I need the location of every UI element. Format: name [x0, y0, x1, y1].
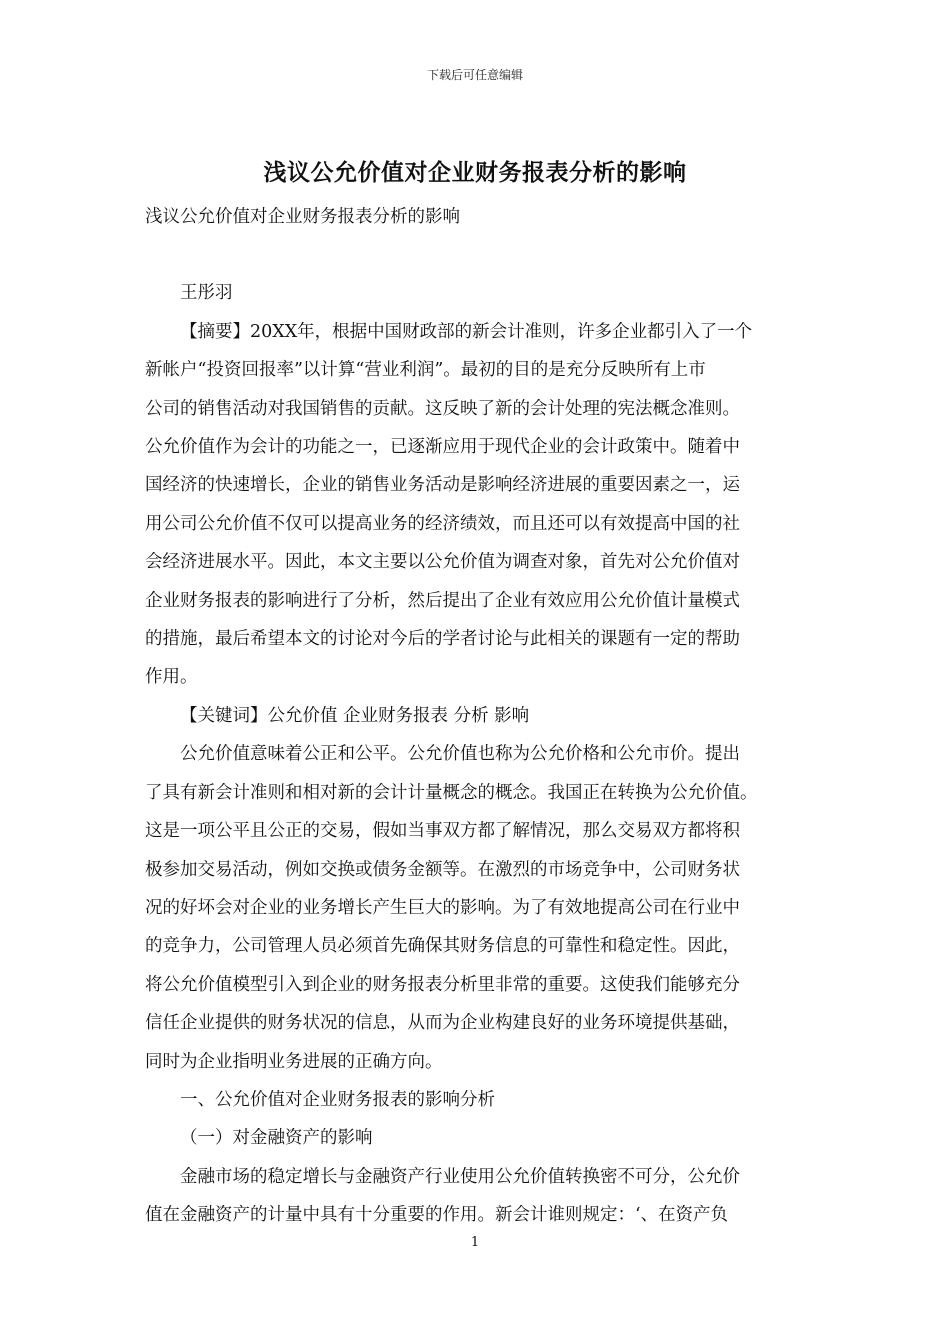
intro-line: 信任企业提供的财务状况的信息，从而为企业构建良好的业务环境提供基础， — [145, 1013, 740, 1034]
subsection-heading: （一）对金融资产的影响 — [180, 1128, 373, 1149]
blank-line — [145, 236, 805, 274]
final-line: 金融市场的稳定增长与金融资产行业使用公允价值转换密不可分，公允价 — [180, 1166, 740, 1187]
section-heading: 一、公允价值对企业财务报表的影响分析 — [180, 1089, 495, 1110]
final-line: 值在金融资产的计量中具有十分重要的作用。新会计谁则规定：‘、在资产负 — [145, 1205, 729, 1226]
author-name: 王彤羽 — [180, 283, 233, 304]
intro-line: 将公允价值模型引入到企业的财务报表分析里非常的重要。这使我们能够充分 — [145, 974, 740, 995]
page-number: 1 — [470, 1235, 480, 1250]
intro-line: 公允价值意味着公正和公平。公允价值也称为公允价格和公允市价。提出 — [180, 744, 740, 765]
keywords-line: 【关键词】公允价值 企业财务报表 分析 影响 — [180, 705, 530, 726]
abstract-paragraph — [145, 313, 805, 697]
intro-line: 了具有新会计准则和相对新的会计计量概念的概念。我国正在转换为公允价值。 — [145, 782, 758, 803]
abstract-line: 国经济的快速增长，企业的销售业务活动是影响经济进展的重要因素之一，运 — [145, 475, 740, 496]
final-paragraph — [145, 1158, 805, 1235]
abstract-line: 新帐户“投资回报率”以计算“营业利润”。最初的目的是充分反映所有上市 — [145, 360, 706, 381]
document-body — [145, 198, 805, 1235]
page-header-note: 下载后可任意编辑 — [426, 68, 523, 82]
abstract-line: 作用。 — [145, 667, 198, 688]
intro-paragraph — [145, 735, 805, 1081]
intro-line: 这是一项公平且公正的交易，假如当事双方都了解情况，那么交易双方都将积 — [145, 821, 740, 842]
abstract-line: 用公司公允价值不仅可以提高业务的经济绩效，而且还可以有效提高中国的社 — [145, 513, 740, 534]
intro-line: 的竞争力，公司管理人员必须首先确保其财务信息的可靠性和稳定性。因此， — [145, 936, 740, 957]
abstract-line: 公司的销售活动对我国销售的贡献。这反映了新的会计处理的宪法概念准则。 — [145, 398, 740, 419]
abstract-line: 的措施，最后希望本文的讨论对今后的学者讨论与此相关的课题有一定的帮助 — [145, 629, 740, 650]
intro-line: 极参加交易活动，例如交换或债务金额等。在激烈的市场竞争中，公司财务状 — [145, 859, 740, 880]
intro-line: 同时为企业指明业务进展的正确方向。 — [145, 1051, 443, 1072]
abstract-line: 企业财务报表的影响进行了分析，然后提出了企业有效应用公允价值计量模式 — [145, 590, 740, 611]
document-title: 浅议公允价值对企业财务报表分析的影响 — [263, 159, 687, 186]
abstract-line: 【摘要】20XX年，根据中国财政部的新会计准则，许多企业都引入了一个 — [180, 321, 753, 342]
abstract-line: 公允价值作为会计的功能之一，已逐渐应用于现代企业的会计政策中。随着中 — [145, 437, 740, 458]
intro-line: 况的好坏会对企业的业务增长产生巨大的影响。为了有效地提高公司在行业中 — [145, 897, 740, 918]
document-subtitle: 浅议公允价值对企业财务报表分析的影响 — [145, 207, 460, 227]
abstract-line: 会经济进展水平。因此，本文主要以公允价值为调查对象，首先对公允价值对 — [145, 552, 740, 573]
